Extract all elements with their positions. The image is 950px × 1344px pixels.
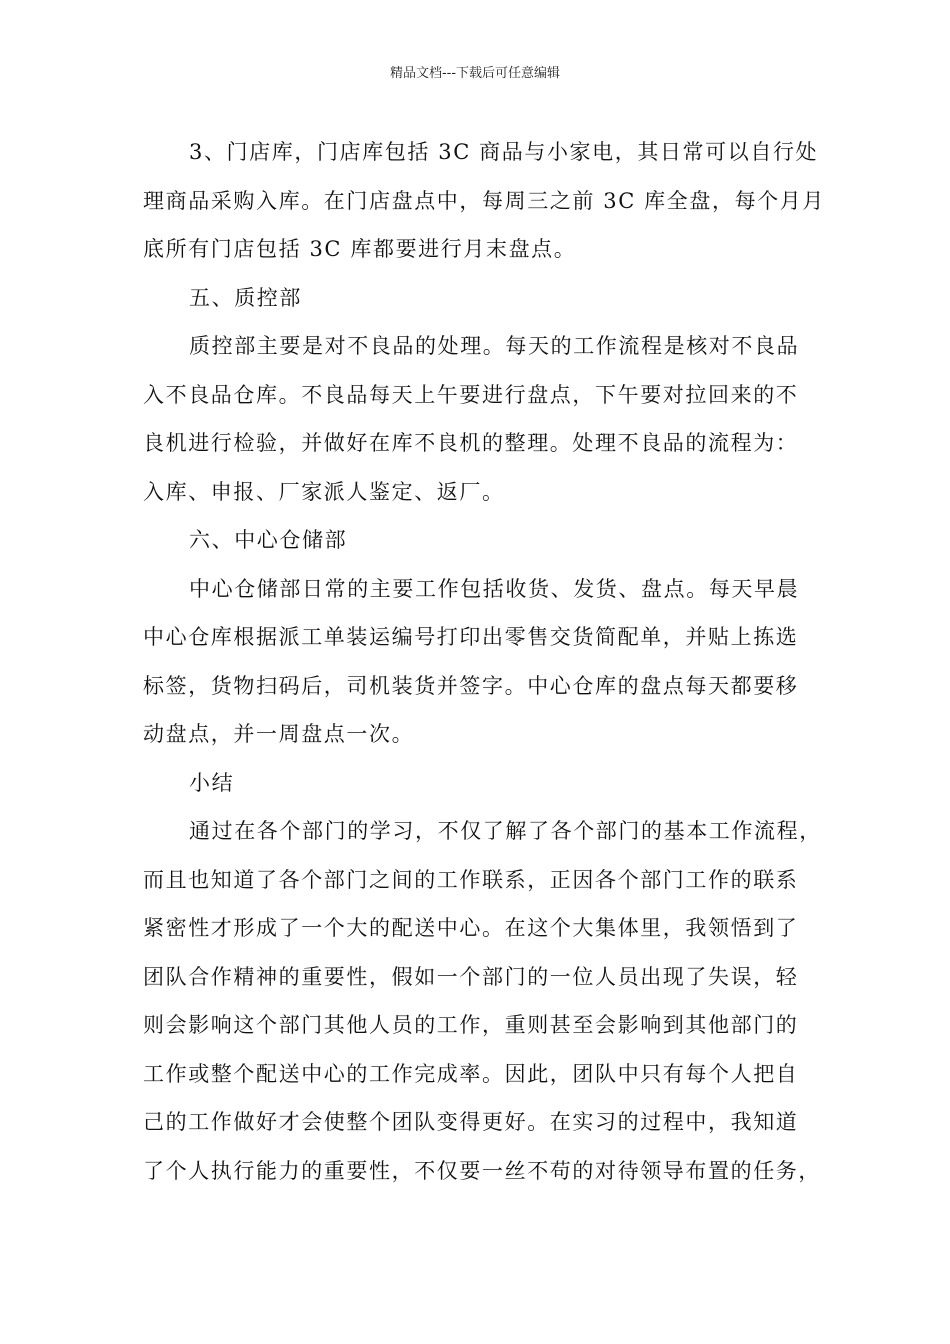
text-line: 标签，货物扫码后，司机装货并签字。中心仓库的盘点每天都要移 xyxy=(143,673,799,698)
text-line: 而且也知道了各个部门之间的工作联系，正因各个部门工作的联系 xyxy=(143,867,799,892)
page-header: 精品文档---下载后可任意编辑 xyxy=(389,66,561,81)
text-line: 了个人执行能力的重要性，不仅要一丝不苟的对待领导布置的任务， xyxy=(143,1158,821,1183)
text-line: 入不良品仓库。不良品每天上午要进行盘点，下午要对拉回来的不 xyxy=(143,382,799,407)
text-line: 良机进行检验，并做好在库不良机的整理。处理不良品的流程为： xyxy=(143,431,799,455)
heading-line: 六、中心仓储部 xyxy=(189,528,348,552)
text-line: 3、门店库，门店库包括 3C 商品与小家电，其日常可以自行处 xyxy=(189,140,819,164)
section-heading-central-storage xyxy=(143,516,825,565)
heading-line: 小结 xyxy=(189,770,235,795)
text-line: 中心仓库根据派工单装运编号打印出零售交货简配单，并贴上拣选 xyxy=(143,625,799,649)
text-line: 通过在各个部门的学习，不仅了解了各个部门的基本工作流程， xyxy=(189,819,822,843)
document-body xyxy=(143,128,825,1195)
text-line: 底所有门店包括 3C 库都要进行月末盘点。 xyxy=(143,237,577,261)
paragraph-summary xyxy=(143,807,825,1195)
paragraph-central-storage xyxy=(143,565,825,759)
text-line: 入库、申报、厂家派人鉴定、返厂。 xyxy=(143,479,505,504)
text-line: 团队合作精神的重要性，假如一个部门的一位人员出现了失误，轻 xyxy=(143,964,799,989)
text-line: 工作或整个配送中心的工作完成率。因此，团队中只有每个人把自 xyxy=(143,1061,799,1086)
text-line: 质控部主要是对不良品的处理。每天的工作流程是核对不良品 xyxy=(189,334,800,358)
text-line: 中心仓储部日常的主要工作包括收货、发货、盘点。每天早晨 xyxy=(189,576,800,601)
section-heading-summary xyxy=(143,759,825,808)
text-line: 理商品采购入库。在门店盘点中，每周三之前 3C 库全盘，每个月月 xyxy=(143,188,825,213)
text-line: 动盘点，并一周盘点一次。 xyxy=(143,722,415,746)
section-heading-quality-control xyxy=(143,274,825,323)
text-line: 紧密性才形成了一个大的配送中心。在这个大集体里，我领悟到了 xyxy=(143,916,799,940)
text-line: 则会影响这个部门其他人员的工作，重则甚至会影响到其他部门的 xyxy=(143,1013,799,1037)
paragraph-quality-control xyxy=(143,322,825,516)
heading-line: 五、质控部 xyxy=(189,285,302,310)
paragraph-store-warehouse xyxy=(143,128,825,274)
text-line: 己的工作做好才会使整个团队变得更好。在实习的过程中，我知道 xyxy=(143,1110,799,1134)
